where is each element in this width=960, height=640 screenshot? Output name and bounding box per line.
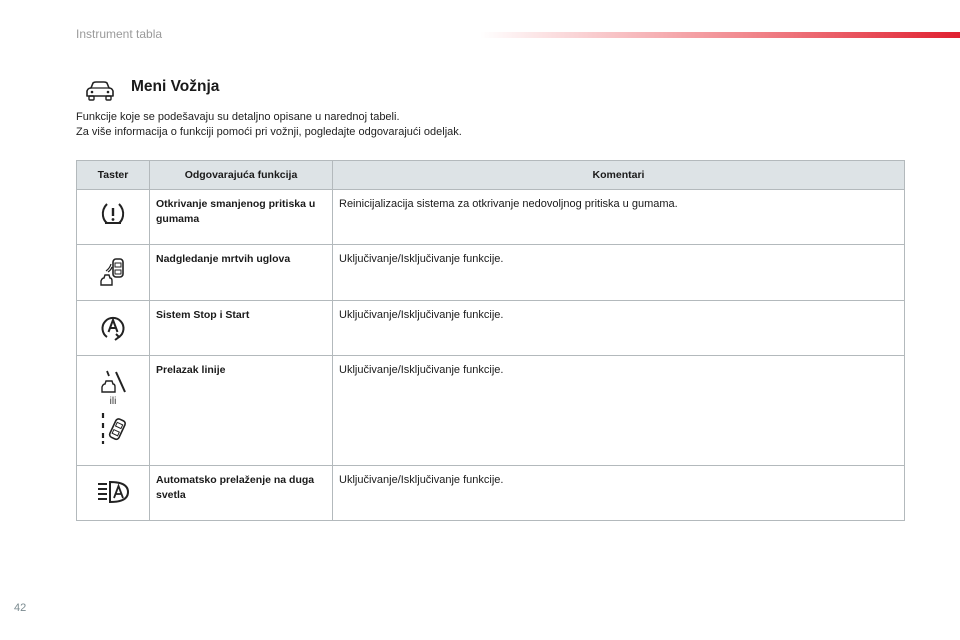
comment-cell: Uključivanje/Isključivanje funkcije. [333,356,905,466]
intro-line: Funkcije koje se podešavaju su detaljno opisane u narednoj tabeli. [76,111,400,123]
table-row [77,466,905,521]
tyre-pressure-warning-icon [100,201,126,227]
table-row [77,301,905,356]
or-label: ili [109,396,117,407]
function-cell: Prelazak linije [150,356,333,466]
page-number: 42 [14,602,27,614]
functions-table [76,160,905,521]
comment-cell: Reinicijalizacija sistema za otkrivanje nedovoljnog pritiska u gumama. [333,190,905,245]
column-header-function: Odgovarajuća funkcija [150,161,333,190]
intro-text [76,110,462,140]
section-title: Meni Vožnja [131,78,220,95]
function-cell: Sistem Stop i Start [150,301,333,356]
header-accent-bar [480,32,960,38]
function-cell: Otkrivanje smanjenog pritiska u gumama [150,190,333,245]
automatic-high-beam-icon [96,480,130,504]
function-cell: Nadgledanje mrtvih uglova [150,245,333,301]
icon-cell [77,356,150,466]
stop-start-icon [99,313,127,343]
icon-cell [77,245,150,301]
lane-departure-alt-icon [98,411,128,445]
icon-cell [77,190,150,245]
column-header-comments: Komentari [333,161,905,190]
icon-cell [77,301,150,356]
comment-cell: Uključivanje/Isključivanje funkcije. [333,245,905,301]
table-row [77,356,905,466]
comment-cell: Uključivanje/Isključivanje funkcije. [333,466,905,521]
icon-cell [77,466,150,521]
car-icon [84,80,116,102]
chapter-title: Instrument tabla [76,27,163,41]
comment-cell: Uključivanje/Isključivanje funkcije. [333,301,905,356]
intro-line: Za više informacija o funkciji pomoći pri vožnji, pogledajte odgovarajući odeljak. [76,126,462,138]
table-row [77,245,905,301]
table-row [77,190,905,245]
blind-spot-monitoring-icon [98,257,128,289]
function-cell: Automatsko prelaženje na duga svetla [150,466,333,521]
column-header-button: Taster [77,161,150,190]
lane-departure-icon [98,368,128,394]
table-header-row [77,161,905,190]
